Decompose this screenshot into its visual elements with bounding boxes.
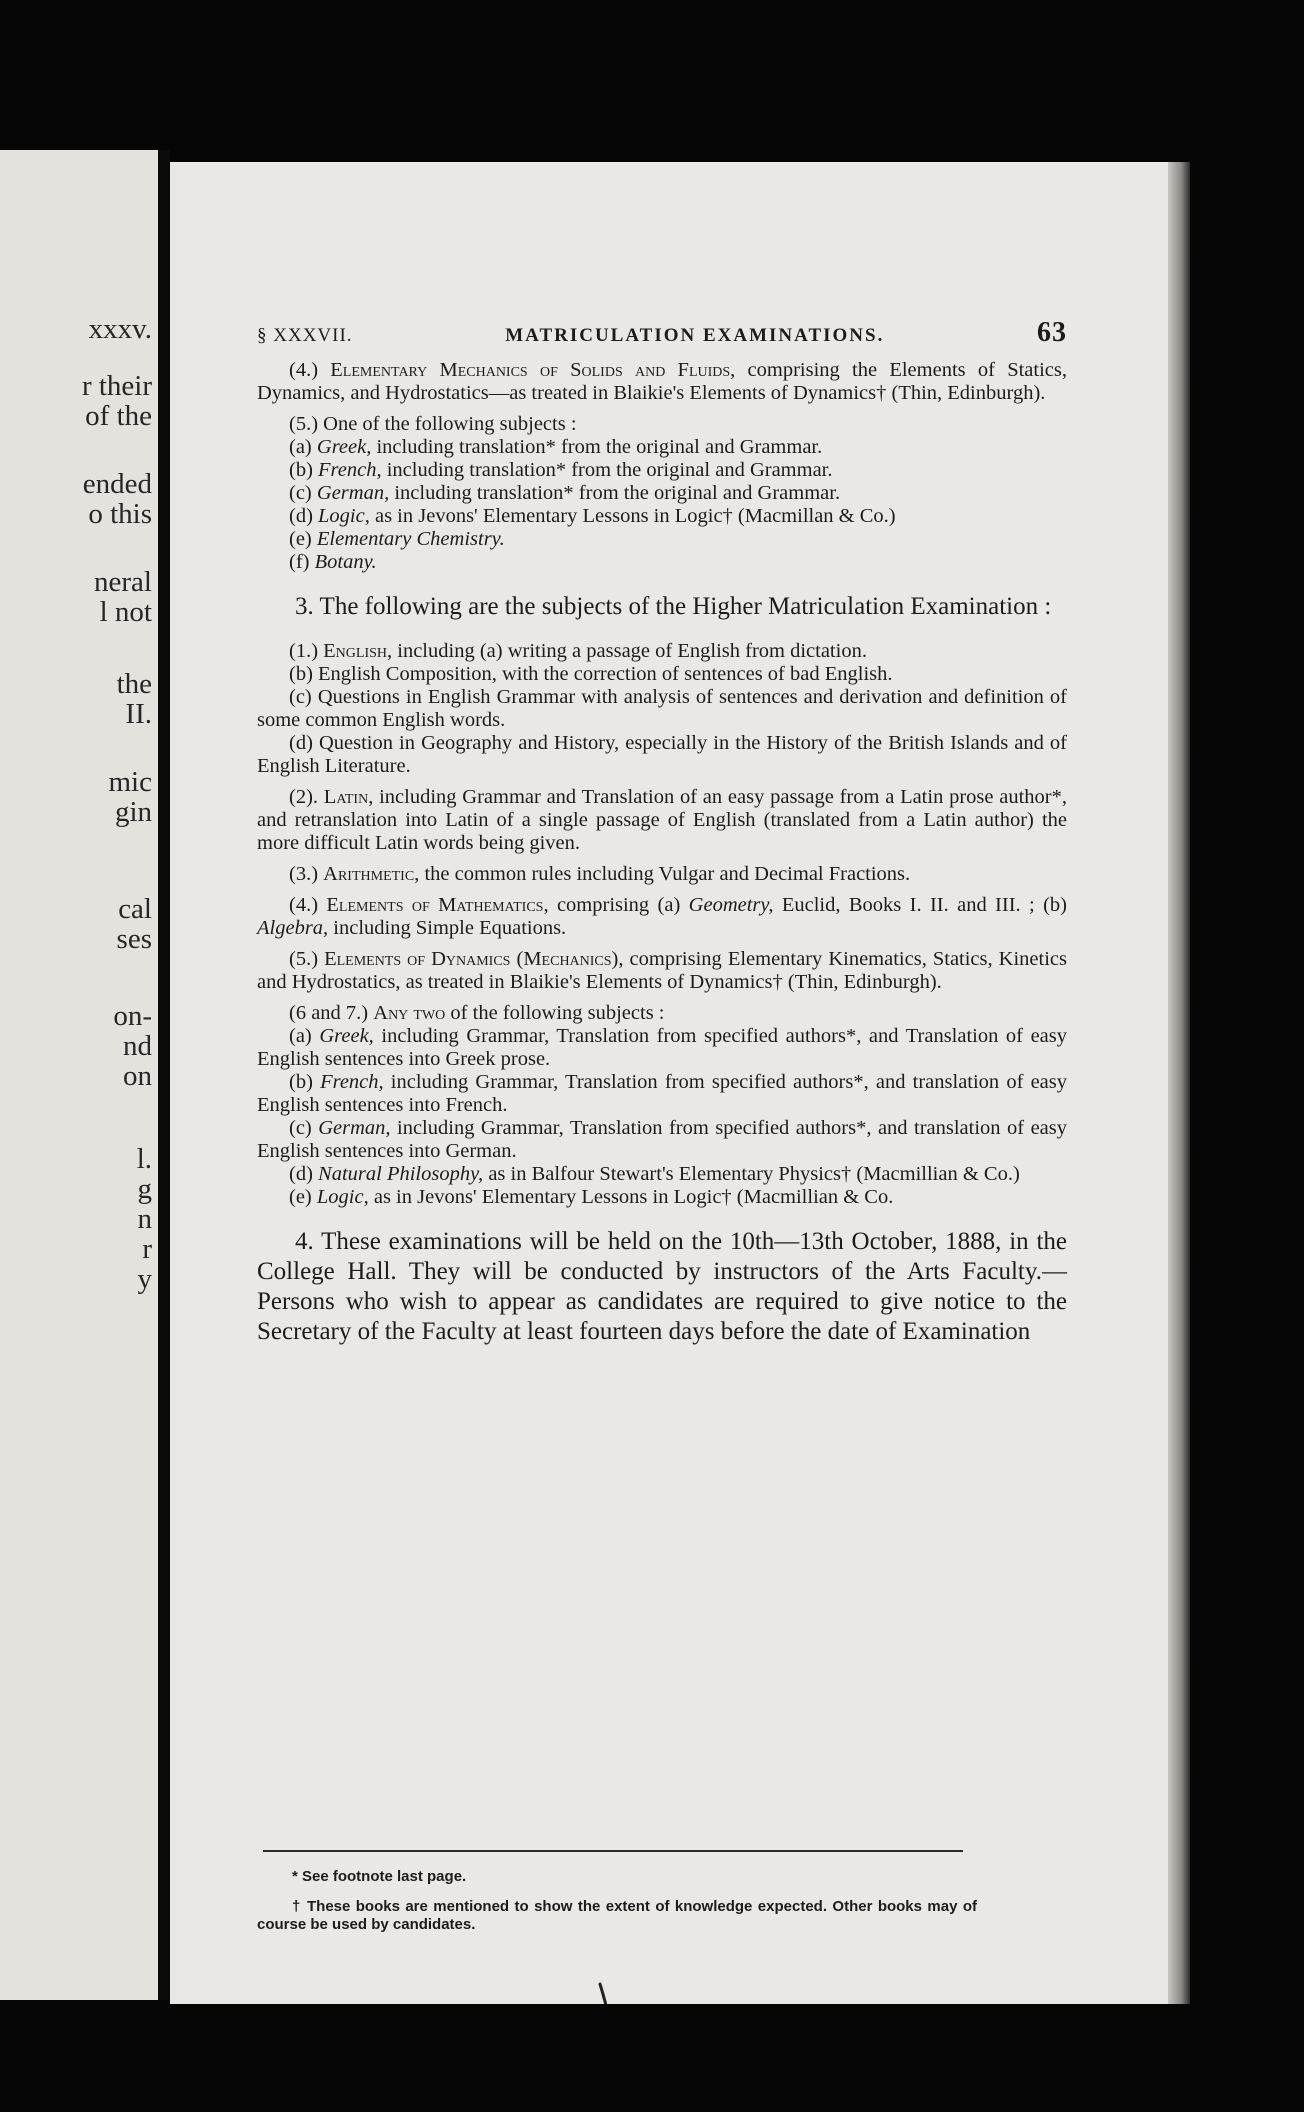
- left-page-fragment: [0, 150, 158, 2000]
- left-page-line: gin: [114, 796, 152, 828]
- subitem-subject: Logic,: [318, 505, 370, 527]
- item-label: (6 and 7.): [289, 1002, 369, 1024]
- item-text: of the following subjects :: [445, 1002, 665, 1024]
- subitem-label: (a): [289, 436, 312, 458]
- subitem-text: as in Jevons' Elementary Lessons in Logic† (Macmillian & Co.: [368, 1186, 894, 1208]
- item-text: Euclid, Books I. II. and III. ; (b): [773, 894, 1067, 916]
- left-page-line: r: [142, 1233, 152, 1265]
- subitem-subject: French,: [320, 1071, 384, 1093]
- item-arithmetic: [257, 863, 1067, 886]
- left-page-line: l not: [99, 596, 152, 628]
- item-optional-subjects: [257, 413, 1067, 436]
- item-label: (5.): [289, 948, 319, 970]
- item-label: (4.): [289, 359, 319, 381]
- left-page-line: the: [116, 668, 152, 700]
- book-gutter: [158, 150, 170, 2000]
- item-text: comprising (a): [548, 894, 689, 916]
- item-text: One of the following subjects :: [323, 413, 577, 435]
- item-latin: [257, 786, 1067, 855]
- subitem-composition: (b) English Composition, with the correction of sentences of bad English.: [289, 663, 893, 685]
- subitem-label: (d): [289, 505, 313, 527]
- subitem-label: (e): [289, 528, 312, 550]
- left-page-line: mic: [108, 766, 152, 798]
- left-page-line: ended: [82, 468, 152, 500]
- subitem-german-higher: [257, 1117, 1067, 1163]
- item-text: including Grammar and Translation of an easy passage from a Latin prose author*, and retranslation into Latin of a single passage of English (translated from a Latin author) the more difficult Latin words being given.: [257, 786, 1067, 854]
- subitem-subject: Greek,: [319, 1025, 374, 1047]
- footnote-rule: [263, 1850, 963, 1852]
- item-title-paren: (Mechanics),: [510, 948, 624, 970]
- subitem-label: (f): [289, 551, 310, 573]
- subitem-botany: [257, 551, 1067, 574]
- page-text-block: [257, 317, 1067, 1347]
- page-number: 63: [1037, 317, 1067, 348]
- item-label: (2).: [289, 786, 319, 808]
- item-text: the common rules including Vulgar and Decimal Fractions.: [419, 863, 911, 885]
- item-text: including Simple Equations.: [328, 917, 567, 939]
- subitem-label: (c): [289, 482, 312, 504]
- subitem-text: including Grammar, Translation from specified authors*, and translation of easy English sentences into German.: [257, 1117, 1067, 1162]
- subitem-label: (b): [289, 1071, 313, 1093]
- item-text: including (a) writing a passage of English from dictation.: [392, 640, 867, 662]
- subitem-subject: Elementary Chemistry.: [316, 528, 505, 550]
- item-label: (4.): [289, 894, 319, 916]
- item-any-two: [257, 1002, 1067, 1025]
- left-page-line: cal: [118, 893, 152, 925]
- subitem-text: as in Balfour Stewart's Elementary Physics† (Macmillian & Co.): [483, 1163, 1020, 1185]
- subitem-french-higher: [257, 1071, 1067, 1117]
- left-page-line: on: [123, 1060, 152, 1092]
- left-page-line: o this: [88, 498, 152, 530]
- item-mechanics: [257, 359, 1067, 405]
- subitem-subject: Botany.: [314, 551, 377, 573]
- subject-algebra: Algebra,: [257, 917, 329, 939]
- section-4-paragraph: 4. These examinations will be held on the 10th—13th October, 1888, in the College Hall. They will be conducted by instructors of the Arts Faculty.—Persons who wish to appear as candidates are required to give notice to the Secretary of the Faculty at least fourteen days before the date of Examination: [257, 1228, 1067, 1345]
- subitem-subject: Natural Philosophy,: [318, 1163, 484, 1185]
- footnotes: [257, 1868, 977, 1934]
- subitem-subject: Logic,: [316, 1186, 369, 1208]
- subitem-subject: German,: [316, 482, 390, 504]
- section-3-intro: 3. The following are the subjects of the Higher Matriculation Examination :: [295, 593, 1052, 620]
- item-dynamics: [257, 948, 1067, 994]
- item-title: Arithmetic,: [323, 863, 420, 885]
- item-text: comprising the Elements of Statics, Dynamics, and Hydrostatics—as treated in Blaikie's Elements of Dynamics† (Thin, Edinburgh).: [257, 359, 1067, 404]
- subitem-greek-higher: [257, 1025, 1067, 1071]
- running-header: [257, 317, 1067, 349]
- subitem-geography: (d) Question in Geography and History, especially in the History of the British Islands and of English Literature.: [257, 732, 1067, 777]
- page-edge: [1168, 162, 1190, 2004]
- subitem-natural-philosophy: [257, 1163, 1067, 1186]
- subitem-label: (e): [289, 1186, 312, 1208]
- item-mathematics: [257, 894, 1067, 940]
- footnote-dagger: † These books are mentioned to show the extent of knowledge expected. Other books may of course be used by candidates.: [257, 1898, 977, 1933]
- item-title: Elements of Dynamics: [324, 948, 511, 970]
- subitem-text: including translation* from the original and Grammar.: [371, 436, 823, 458]
- left-page-line: n: [137, 1203, 152, 1235]
- subitem-chemistry: [257, 528, 1067, 551]
- item-english: [257, 640, 1067, 663]
- subitem-logic: [257, 505, 1067, 528]
- subitem-text: as in Jevons' Elementary Lessons in Logic† (Macmillan & Co.): [369, 505, 896, 527]
- left-page-line: ses: [116, 923, 152, 955]
- subitem-subject: French,: [318, 459, 382, 481]
- item-title: Elementary Mechanics of Solids and Fluids,: [330, 359, 736, 381]
- left-page-line: l.: [136, 1143, 152, 1175]
- subject-geometry: Geometry,: [688, 894, 774, 916]
- subitem-french: [257, 459, 1067, 482]
- item-title: Elements of Mathematics,: [326, 894, 549, 916]
- subitem-grammar: (c) Questions in English Grammar with analysis of sentences and derivation and definition of some common English words.: [257, 686, 1067, 731]
- left-page-line: on-: [113, 1000, 152, 1032]
- left-page-line: r their: [81, 370, 152, 402]
- footnote-star: * See footnote last page.: [292, 1868, 467, 1885]
- subitem-logic-higher: [257, 1186, 1067, 1209]
- item-text: comprising Elementary Kinematics, Statics, Kinetics and Hydrostatics, as treated in Blaikie's Elements of Dynamics† (Thin, Edinburgh).: [257, 948, 1067, 993]
- left-page-line: g: [137, 1173, 152, 1205]
- subitem-label: (a): [289, 1025, 312, 1047]
- item-title: Any two: [373, 1002, 446, 1024]
- left-page-line: y: [137, 1263, 152, 1295]
- left-page-line: II.: [125, 698, 152, 730]
- left-page-line: nd: [123, 1030, 152, 1062]
- header-title: MATRICULATION EXAMINATIONS.: [505, 325, 885, 346]
- subitem-text: including Grammar, Translation from specified authors*, and translation of easy English sentences into French.: [257, 1071, 1068, 1116]
- header-section: § XXXVII.: [257, 325, 353, 346]
- item-title: Latin,: [323, 786, 374, 808]
- subitem-subject: Greek,: [316, 436, 372, 458]
- subitem-label: (b): [289, 459, 313, 481]
- page-63: [170, 162, 1180, 2004]
- subitem-label: (c): [289, 1117, 312, 1139]
- pencil-mark: [594, 1980, 624, 2004]
- left-page-line: xxxv.: [88, 313, 152, 345]
- subitem-german: [257, 482, 1067, 505]
- left-page-line: of the: [85, 400, 152, 432]
- subitem-subject: German,: [318, 1117, 391, 1139]
- subitem-text: including translation* from the original and Grammar.: [381, 459, 833, 481]
- subitem-text: including translation* from the original and Grammar.: [389, 482, 841, 504]
- subitem-label: (d): [289, 1163, 313, 1185]
- item-label: (3.): [289, 863, 319, 885]
- left-page-line: neral: [94, 566, 152, 598]
- item-title: English,: [323, 640, 393, 662]
- item-label: (5.): [289, 413, 319, 435]
- subitem-text: including Grammar, Translation from specified authors*, and Translation of easy English sentences into Greek prose.: [257, 1025, 1067, 1070]
- subitem-greek: [257, 436, 1067, 459]
- item-label: (1.): [289, 640, 319, 662]
